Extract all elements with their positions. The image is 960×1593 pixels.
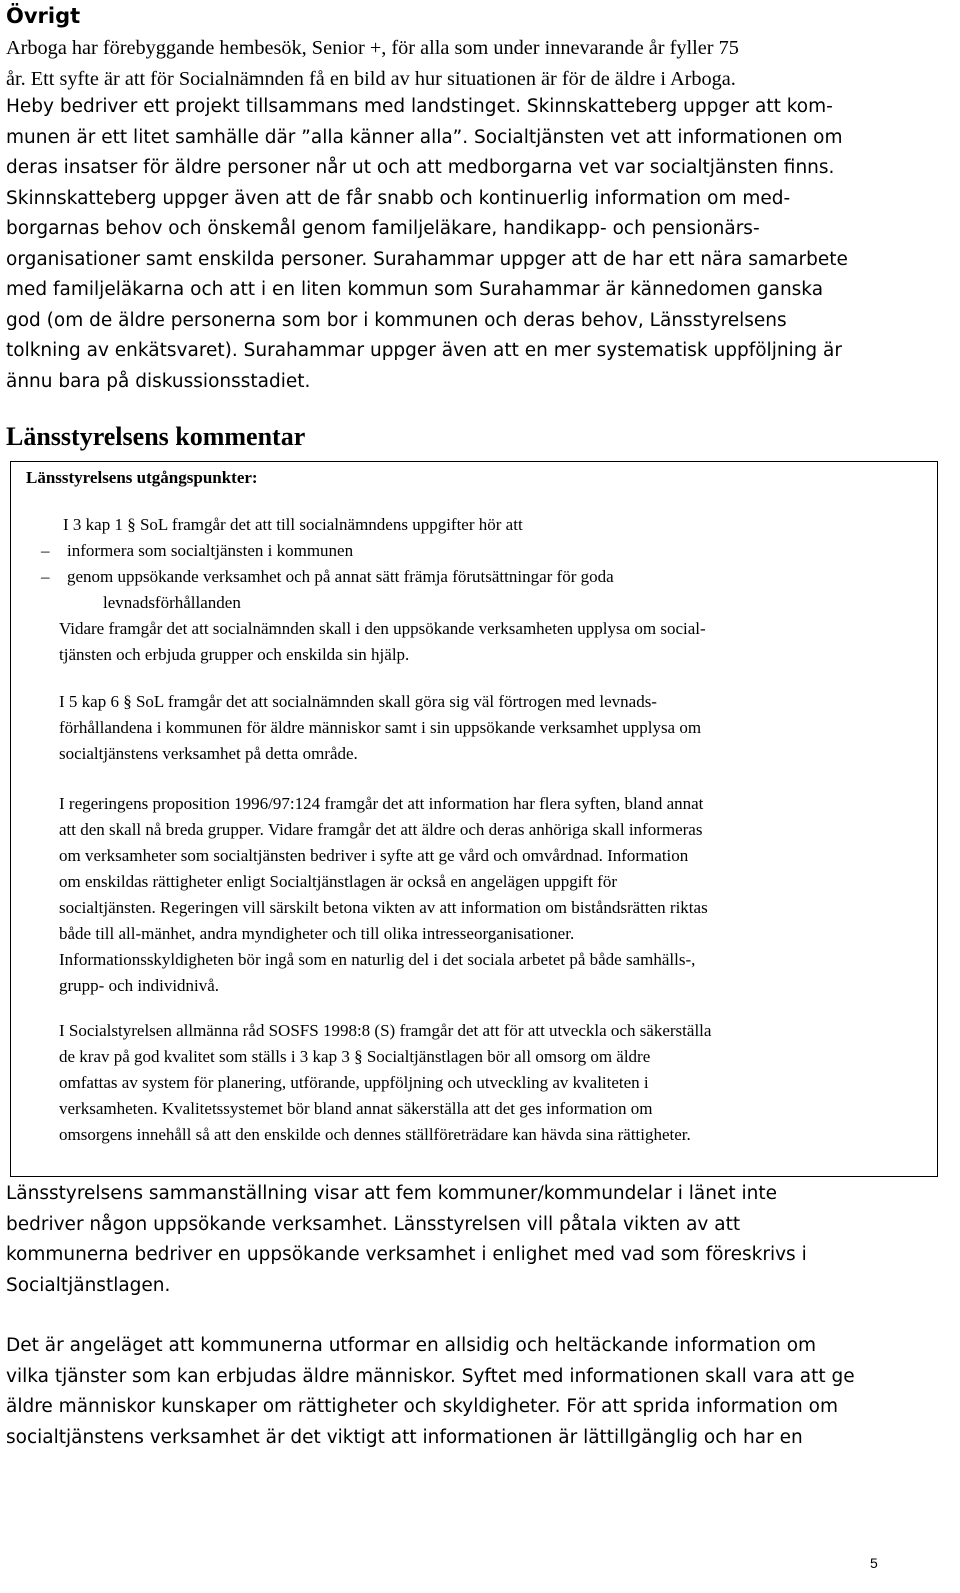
text-line: kommunerna bedriver en uppsökande verksamhet i enlighet med vad som föreskrivs i — [6, 1244, 807, 1265]
section-heading-ovrigt: Övrigt — [6, 4, 81, 28]
text-line: Det är angeläget att kommunerna utformar en allsidig och heltäckande information om — [6, 1335, 817, 1356]
paragraph-angelaget — [6, 1331, 855, 1453]
box-paragraph-4 — [59, 791, 708, 999]
text-line: Heby bedriver ett projekt tillsammans med landstinget. Skinnskatteberg uppger att kom- — [6, 96, 833, 117]
box-paragraph-3 — [59, 689, 701, 767]
text-line: Arboga har förebyggande hembesök, Senior +, för alla som under innevarande år fyller 75 — [6, 37, 739, 59]
text-line: organisationer samt enskilda personer. Surahammar uppger att de har ett nära samarbete — [6, 248, 848, 270]
text-line: de krav på god kvalitet som ställs i 3 kap 3 § Socialtjänstlagen bör all omsorg om äldre — [59, 1047, 651, 1066]
framed-box-utgangspunkter — [10, 461, 938, 1177]
text-line: äldre människor kunskaper om rättigheter och skyldigheter. För att sprida information om — [6, 1396, 838, 1417]
box-paragraph-1 — [41, 512, 614, 616]
bullet-item — [41, 564, 614, 590]
text-line: socialtjänsten. Regeringen vill särskilt betona vikten av att information om biståndsrätten riktas — [59, 898, 708, 917]
bullet-item — [41, 538, 614, 564]
text-line: år. Ett syfte är att för Socialnämnden få en bild av hur situationen är för de äldre i Arboga. — [6, 67, 736, 90]
box-title: Länsstyrelsens utgångspunkter: — [26, 468, 258, 487]
section-heading-kommentar: Länsstyrelsens kommentar — [6, 422, 306, 451]
text-line: I Socialstyrelsen allmänna råd SOSFS 1998:8 (S) framgår det att för att utveckla och säkerställa — [59, 1021, 712, 1040]
text-line: tjänsten och erbjuda grupper och enskilda sin hjälp. — [59, 645, 410, 664]
text-line: både till all-mänhet, andra myndigheter och till olika intresseorganisationer. — [59, 924, 575, 943]
text-line: socialtjänstens verksamhet på detta område. — [59, 744, 358, 763]
text-line: god (om de äldre personerna som bor i kommunen och deras behov, Länsstyrelsens — [6, 309, 787, 331]
text-line: Länsstyrelsens sammanställning visar att fem kommuner/kommundelar i länet inte — [6, 1183, 777, 1204]
text-line: Vidare framgår det att socialnämnden skall i den uppsökande verksamheten upplysa om social- — [59, 619, 706, 638]
text-line: I 3 kap 1 § SoL framgår det att till socialnämndens uppgifter hör att — [63, 515, 523, 534]
paragraph-ovrigt-continued — [6, 92, 848, 397]
dash-bullet-icon: – — [41, 567, 50, 586]
text-line: om verksamheter som socialtjänsten bedriver i syfte att ge vård och omvårdnad. Information — [59, 846, 689, 865]
text-line: I regeringens proposition 1996/97:124 framgår det att information har flera syften, bland annat — [59, 794, 704, 813]
text-line: grupp- och individnivå. — [59, 976, 220, 995]
text-line: förhållandena i kommunen för äldre människor samt i sin uppsökande verksamhet upplysa om — [59, 718, 702, 737]
paragraph-sammanstallning — [6, 1179, 807, 1301]
text-line: socialtjänstens verksamhet är det viktigt att informationen är lättillgänglig och har en — [6, 1426, 803, 1448]
text-line: bedriver någon uppsökande verksamhet. Länsstyrelsen vill påtala vikten av att — [6, 1213, 741, 1235]
text-line: verksamheten. Kvalitetssystemet bör bland annat säkerställa att det ges information om — [59, 1099, 653, 1118]
text-line: vilka tjänster som kan erbjudas äldre människor. Syftet med informationen skall vara att ge — [6, 1365, 855, 1387]
paragraph-ovrigt — [6, 33, 739, 94]
text-line: Informationsskyldigheten bör ingå som en naturlig del i det sociala arbetet på både samhälls-, — [59, 950, 696, 969]
text-line: I 5 kap 6 § SoL framgår det att socialnämnden skall göra sig väl förtrogen med levnads- — [59, 692, 657, 711]
text-line: munen är ett litet samhälle där ”alla känner alla”. Socialtjänsten vet att informationen om — [6, 126, 843, 148]
text-line: med familjeläkarna och att i en liten kommun som Surahammar är kännedomen ganska — [6, 279, 824, 300]
text-line: omfattas av system för planering, utförande, uppföljning och utveckling av kvaliteten i — [59, 1073, 649, 1092]
text-line: om enskildas rättigheter enligt Socialtjänstlagen är också en angelägen uppgift för — [59, 872, 617, 891]
dash-bullet-icon: – — [41, 541, 50, 560]
bullet-text: informera som socialtjänsten i kommunen — [67, 541, 354, 560]
box-paragraph-2 — [59, 616, 706, 668]
text-line: att den skall nå breda grupper. Vidare framgår det att äldre och deras anhöriga skall informeras — [59, 820, 703, 839]
bullet-continuation: levnadsförhållanden — [103, 593, 241, 612]
bullet-text: genom uppsökande verksamhet och på annat sätt främja förutsättningar för goda — [67, 567, 614, 586]
text-line: tolkning av enkätsvaret). Surahammar uppger även att en mer systematisk uppföljning är — [6, 340, 842, 361]
box-paragraph-5 — [59, 1018, 711, 1148]
text-line: omsorgens innehåll så att den enskilde och dennes ställföreträdare kan hävda sina rättigheter. — [59, 1125, 691, 1144]
text-line: deras insatser för äldre personer når ut och att medborgarna vet var socialtjänsten finns. — [6, 157, 835, 178]
page-number: 5 — [870, 1555, 878, 1571]
text-line: borgarnas behov och önskemål genom familjeläkare, handikapp- och pensionärs- — [6, 218, 760, 239]
text-line: Socialtjänstlagen. — [6, 1274, 171, 1296]
text-line: Skinnskatteberg uppger även att de får snabb och kontinuerlig information om med- — [6, 187, 791, 209]
text-line: ännu bara på diskussionsstadiet. — [6, 370, 311, 392]
